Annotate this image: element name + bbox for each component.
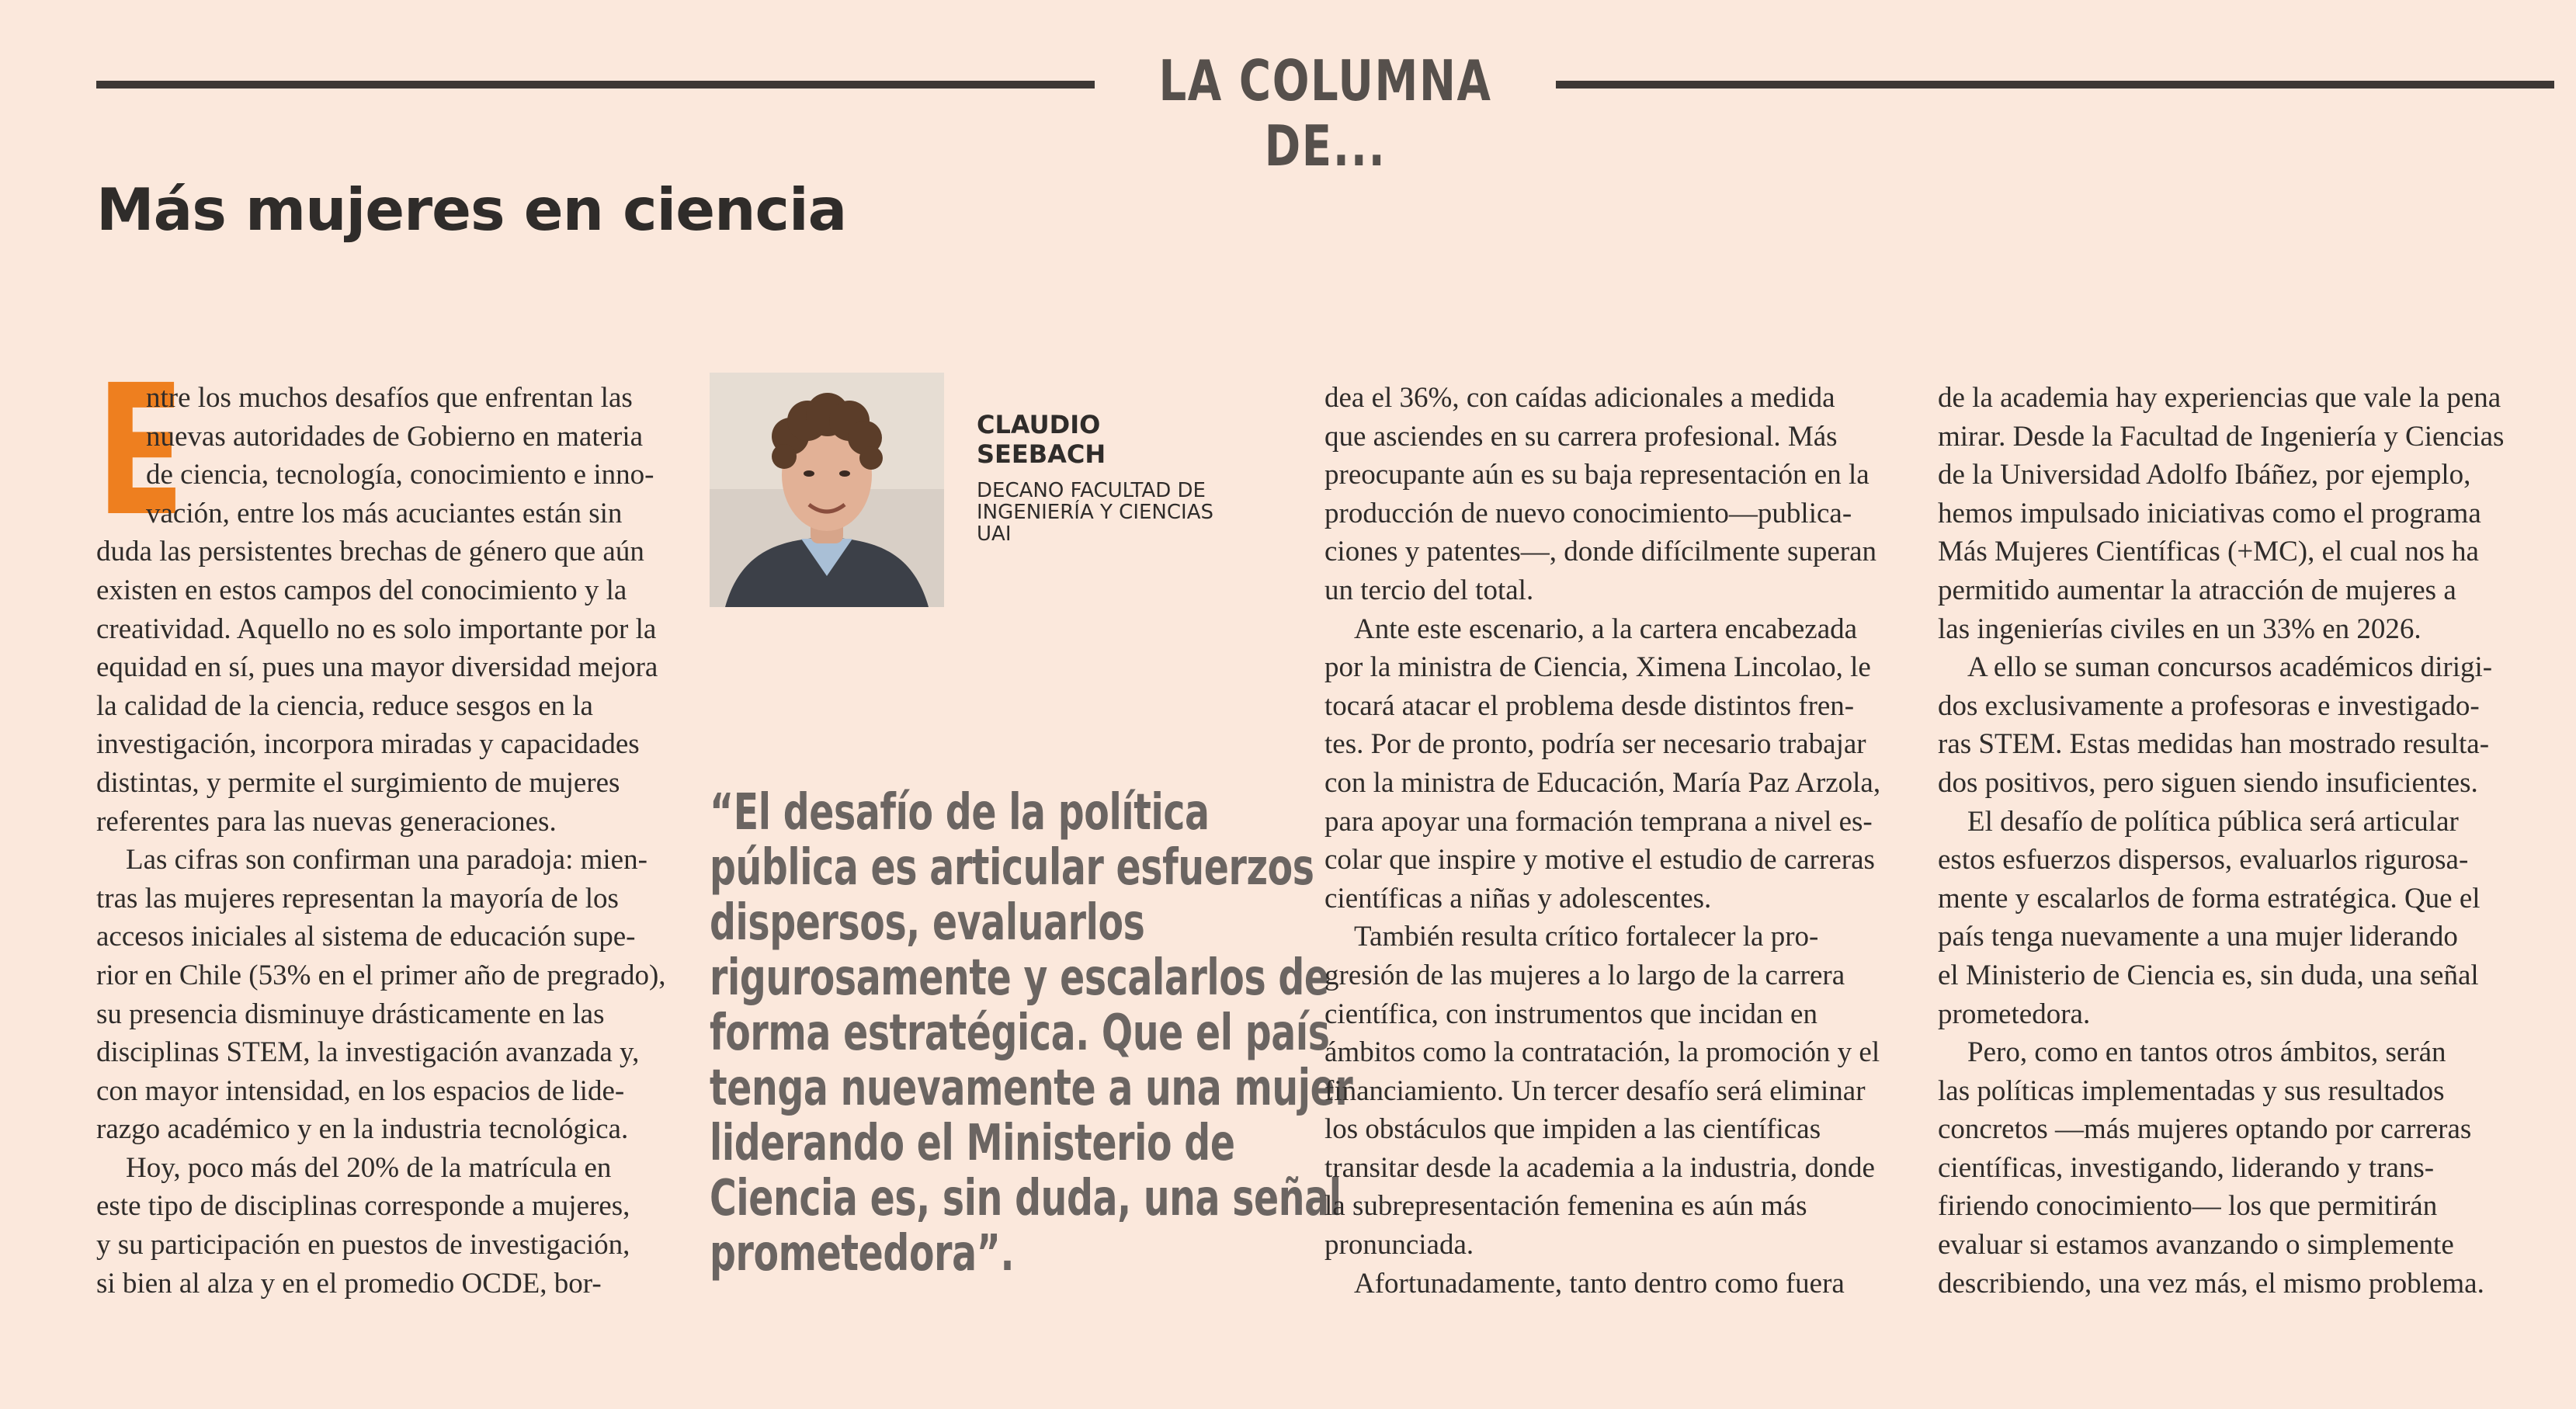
text-line: si bien al alza y en el promedio OCDE, bor- [96, 1267, 602, 1300]
text-line: el Ministerio de Ciencia es, sin duda, una señal [1938, 959, 2479, 991]
text-line: ámbitos como la contratación, la promoción y el [1324, 1036, 1880, 1069]
text-line: hemos impulsado iniciativas como el programa [1938, 497, 2481, 529]
text-line: que asciendes en su carrera profesional. Más [1324, 420, 1838, 453]
pull-quote [710, 784, 1353, 1282]
text-line: preocupante aún es su baja representación en la [1324, 459, 1870, 491]
text-line: dos positivos, pero siguen siendo insuficientes. [1938, 766, 2478, 799]
text-line: su presencia disminuye drásticamente en las [96, 998, 605, 1030]
text-line: país tenga nuevamente a una mujer liderando [1938, 921, 2458, 953]
text-line: las políticas implementadas y sus resultados [1938, 1074, 2445, 1107]
text-line: concretos —más mujeres optando por carreras [1938, 1113, 2472, 1146]
paragraph [1938, 803, 2520, 1034]
text-line: con mayor intensidad, en los espacios de lide- [96, 1074, 625, 1107]
text-line: firiendo conocimiento— los que permitirán [1938, 1190, 2438, 1223]
text-line: científica, con instrumentos que incidan en [1324, 998, 1817, 1030]
text-line: producción de nuevo conocimiento—publica- [1324, 497, 1852, 529]
text-line: A ello se suman concursos académicos dirigi- [1967, 651, 2493, 684]
text-line: Más Mujeres Científicas (+MC), el cual nos ha [1938, 536, 2479, 568]
text-line: dos exclusivamente a profesoras e investigado- [1938, 689, 2480, 722]
paragraph [1938, 379, 2520, 648]
text-line: accesos iniciales al sistema de educación supe- [96, 921, 636, 953]
text-line: Hoy, poco más del 20% de la matrícula en [126, 1151, 612, 1184]
text-line: científicas a niñas y adolescentes. [1324, 882, 1712, 914]
text-line: Pero, como en tantos otros ámbitos, serán [1967, 1036, 2446, 1069]
text-line: tes. Por de pronto, podría ser necesario trabajar [1324, 728, 1866, 761]
text-line: estos esfuerzos dispersos, evaluarlos rigurosa- [1938, 844, 2469, 876]
text-line: los obstáculos que impiden a las científicas [1324, 1113, 1821, 1146]
pull-quote-line: tenga nuevamente a una mujer [710, 1060, 1353, 1117]
text-line: disciplinas STEM, la investigación avanzada y, [96, 1036, 640, 1069]
text-line: y su participación en puestos de investigación, [96, 1229, 630, 1262]
text-line: tocará atacar el problema desde distintos fren- [1324, 689, 1855, 722]
text-line: vación, entre los más acuciantes están sin [146, 497, 623, 529]
text-line: El desafío de política pública será articular [1967, 805, 2459, 838]
paragraph [96, 1149, 671, 1303]
text-line: Afortunadamente, tanto dentro como fuera [1354, 1267, 1845, 1300]
author-name: CLAUDIO SEEBACH [977, 410, 1106, 469]
text-line: de ciencia, tecnología, conocimiento e inno- [146, 459, 654, 491]
text-line: describiendo, una vez más, el mismo problema. [1938, 1267, 2484, 1300]
text-line: equidad en sí, pues una mayor diversidad mejora [96, 651, 658, 684]
text-line: científicas, investigando, liderando y trans- [1938, 1151, 2435, 1184]
text-line: colar que inspire y motive el estudio de carreras [1324, 844, 1875, 876]
pull-quote-line: Ciencia es, sin duda, una señal [710, 1170, 1342, 1227]
pull-quote-line: dispersos, evaluarlos [710, 894, 1145, 952]
text-line: un tercio del total. [1324, 574, 1534, 606]
text-line: Ante este escenario, a la cartera encabezada [1354, 613, 1858, 645]
text-line: distintas, y permite el surgimiento de mujeres [96, 766, 620, 799]
text-line: existen en estos campos del conocimiento y la [96, 574, 627, 606]
text-line: la calidad de la ciencia, reduce sesgos en la [96, 689, 593, 722]
text-line: este tipo de disciplinas corresponde a mujeres, [96, 1190, 630, 1223]
paragraph [1324, 379, 1907, 610]
paragraph [1324, 610, 1907, 918]
author-photo [710, 373, 944, 607]
text-line: por la ministra de Ciencia, Ximena Lincolao, le [1324, 651, 1871, 684]
text-line: creatividad. Aquello no es solo importante por la [96, 613, 657, 645]
section-label: LA COLUMNA DE... [1158, 48, 1492, 179]
text-line: razgo académico y en la industria tecnológica. [96, 1113, 629, 1146]
text-line: referentes para las nuevas generaciones. [96, 805, 557, 838]
text-line: rior en Chile (53% en el primer año de pregrado), [96, 959, 666, 991]
text-line: Las cifras son confirman una paradoja: mien- [126, 844, 647, 876]
article-column-3 [1938, 379, 2520, 1303]
author-role: DECANO FACULTAD DE INGENIERÍA Y CIENCIAS UAI [977, 479, 1213, 546]
article-headline: Más mujeres en ciencia [96, 175, 847, 244]
text-line: mirar. Desde la Facultad de Ingeniería y Ciencias [1938, 420, 2505, 453]
text-line: transitar desde la academia a la industria, donde [1324, 1151, 1875, 1184]
paragraph [1938, 648, 2520, 802]
text-line: financiamiento. Un tercer desafío será eliminar [1324, 1074, 1866, 1107]
article-column-1 [96, 346, 671, 1303]
text-line: También resulta crítico fortalecer la pro- [1354, 921, 1819, 953]
paragraph [1324, 918, 1907, 1264]
pull-quote-line: pública es articular esfuerzos [710, 839, 1314, 897]
text-line: dea el 36%, con caídas adicionales a medida [1324, 382, 1835, 414]
text-line: permitido aumentar la atracción de mujeres a [1938, 574, 2456, 606]
pull-quote-line: “El desafío de la política [710, 784, 1210, 842]
pull-quote-line: forma estratégica. Que el país [710, 1005, 1330, 1062]
text-line: la subrepresentación femenina es aún más [1324, 1190, 1807, 1223]
paragraph [96, 841, 671, 1149]
text-line: gresión de las mujeres a lo largo de la carrera [1324, 959, 1845, 991]
text-line: las ingenierías civiles en un 33% en 2026. [1938, 613, 2422, 645]
text-line: de la academia hay experiencias que vale la pena [1938, 382, 2501, 414]
text-line: mente y escalarlos de forma estratégica. Que el [1938, 882, 2481, 914]
text-line: evaluar si estamos avanzando o simplemente [1938, 1229, 2454, 1262]
paragraph [1938, 1033, 2520, 1303]
text-line: nuevas autoridades de Gobierno en materia [146, 420, 644, 453]
paragraph [1324, 1265, 1907, 1303]
text-line: ras STEM. Estas medidas han mostrado resulta- [1938, 728, 2490, 761]
article-column-2 [1324, 379, 1907, 1303]
header-rule-right [1556, 81, 2554, 88]
header-rule-left [96, 81, 1095, 88]
paragraph [96, 346, 671, 841]
text-line: pronunciada. [1324, 1229, 1474, 1262]
text-line: tras las mujeres representan la mayoría de los [96, 882, 619, 914]
text-line: duda las persistentes brechas de género que aún [96, 536, 644, 568]
pull-quote-line: rigurosamente y escalarlos de [710, 949, 1329, 1007]
text-line: ntre los muchos desafíos que enfrentan las [146, 382, 633, 414]
text-line: de la Universidad Adolfo Ibáñez, por ejemplo, [1938, 459, 2471, 491]
text-line: prometedora. [1938, 998, 2091, 1030]
text-line: ciones y patentes—, donde difícilmente superan [1324, 536, 1877, 568]
pull-quote-line: liderando el Ministerio de [710, 1115, 1235, 1172]
text-line: con la ministra de Educación, María Paz Arzola, [1324, 766, 1881, 799]
pull-quote-line: prometedora”. [710, 1225, 1015, 1282]
text-line: investigación, incorpora miradas y capacidades [96, 728, 640, 761]
text-line: para apoyar una formación temprana a nivel es- [1324, 805, 1873, 838]
drop-cap: E [96, 346, 186, 556]
